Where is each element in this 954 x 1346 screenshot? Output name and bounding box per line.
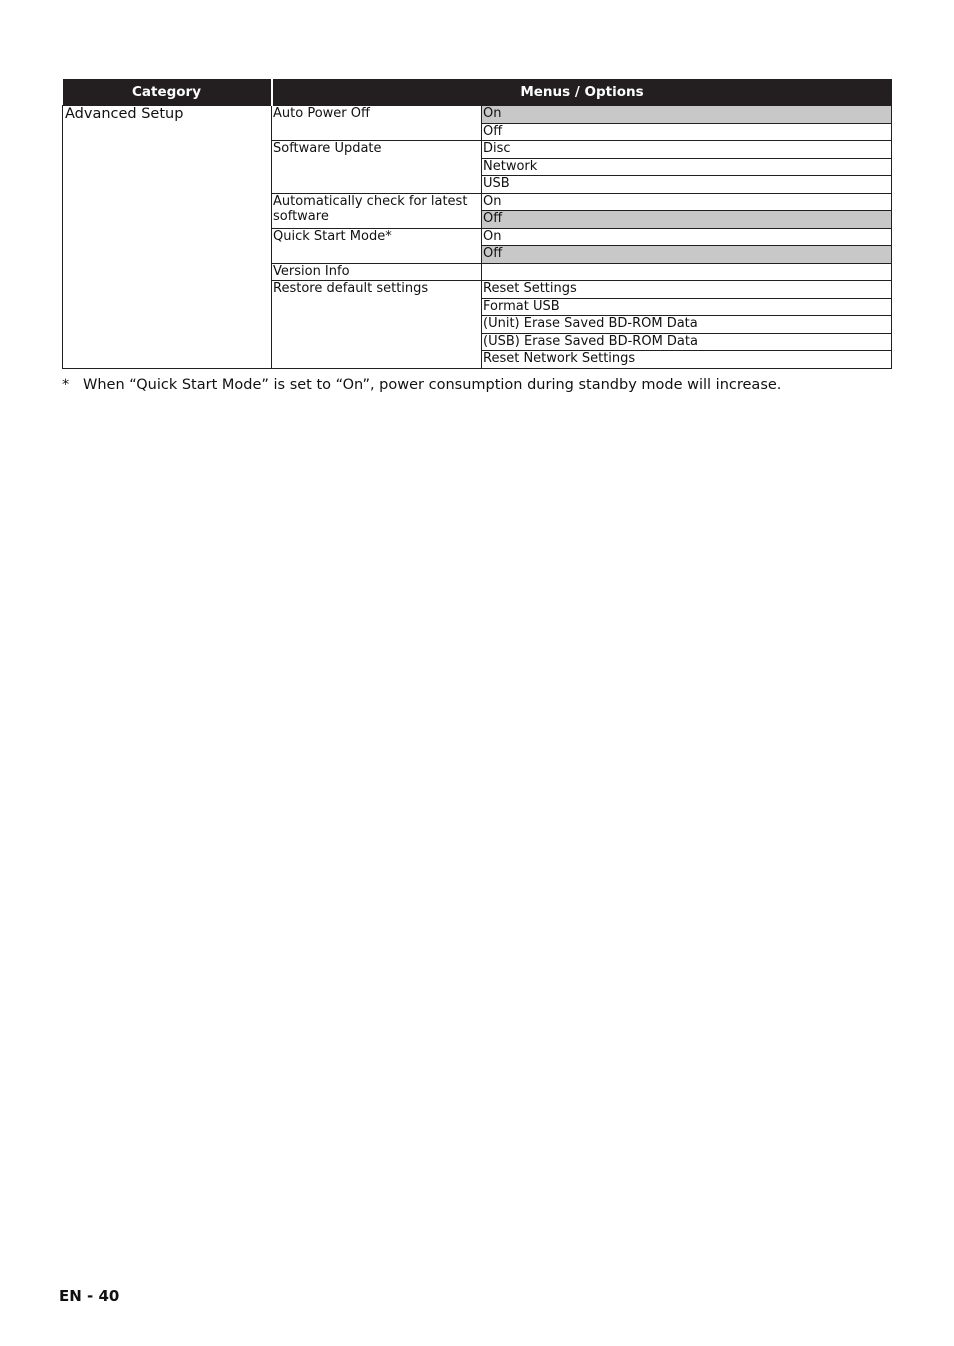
option: Disc xyxy=(482,141,892,159)
page-number: EN - 40 xyxy=(59,1287,120,1305)
footnote-mark: * xyxy=(62,377,70,393)
header-category: Category xyxy=(63,79,272,106)
header-menus-options: Menus / Options xyxy=(272,79,892,106)
option: Reset Settings xyxy=(482,281,892,299)
option: On xyxy=(482,193,892,211)
option: Reset Network Settings xyxy=(482,351,892,369)
category-cell: Advanced Setup xyxy=(63,106,272,369)
menu-item: Automatically check for latest software xyxy=(272,193,482,228)
option: Network xyxy=(482,158,892,176)
table-row xyxy=(63,106,892,124)
menu-item: Auto Power Off xyxy=(272,106,482,141)
settings-table xyxy=(62,79,892,369)
option: (USB) Erase Saved BD-ROM Data xyxy=(482,333,892,351)
table-header-row xyxy=(63,79,892,106)
option: USB xyxy=(482,176,892,194)
option-selected: On xyxy=(482,106,892,124)
menu-item: Restore default settings xyxy=(272,281,482,369)
option: Off xyxy=(482,123,892,141)
footnote xyxy=(62,377,781,393)
option-selected: Off xyxy=(482,246,892,264)
menu-item: Version Info xyxy=(272,263,482,281)
option: (Unit) Erase Saved BD-ROM Data xyxy=(482,316,892,334)
table-body xyxy=(63,106,892,369)
option: On xyxy=(482,228,892,246)
option xyxy=(482,263,892,281)
footnote-text: When “Quick Start Mode” is set to “On”, power consumption during standby mode will increase. xyxy=(83,377,782,393)
option: Format USB xyxy=(482,298,892,316)
menu-item: Quick Start Mode* xyxy=(272,228,482,263)
menu-item: Software Update xyxy=(272,141,482,194)
option-selected: Off xyxy=(482,211,892,229)
